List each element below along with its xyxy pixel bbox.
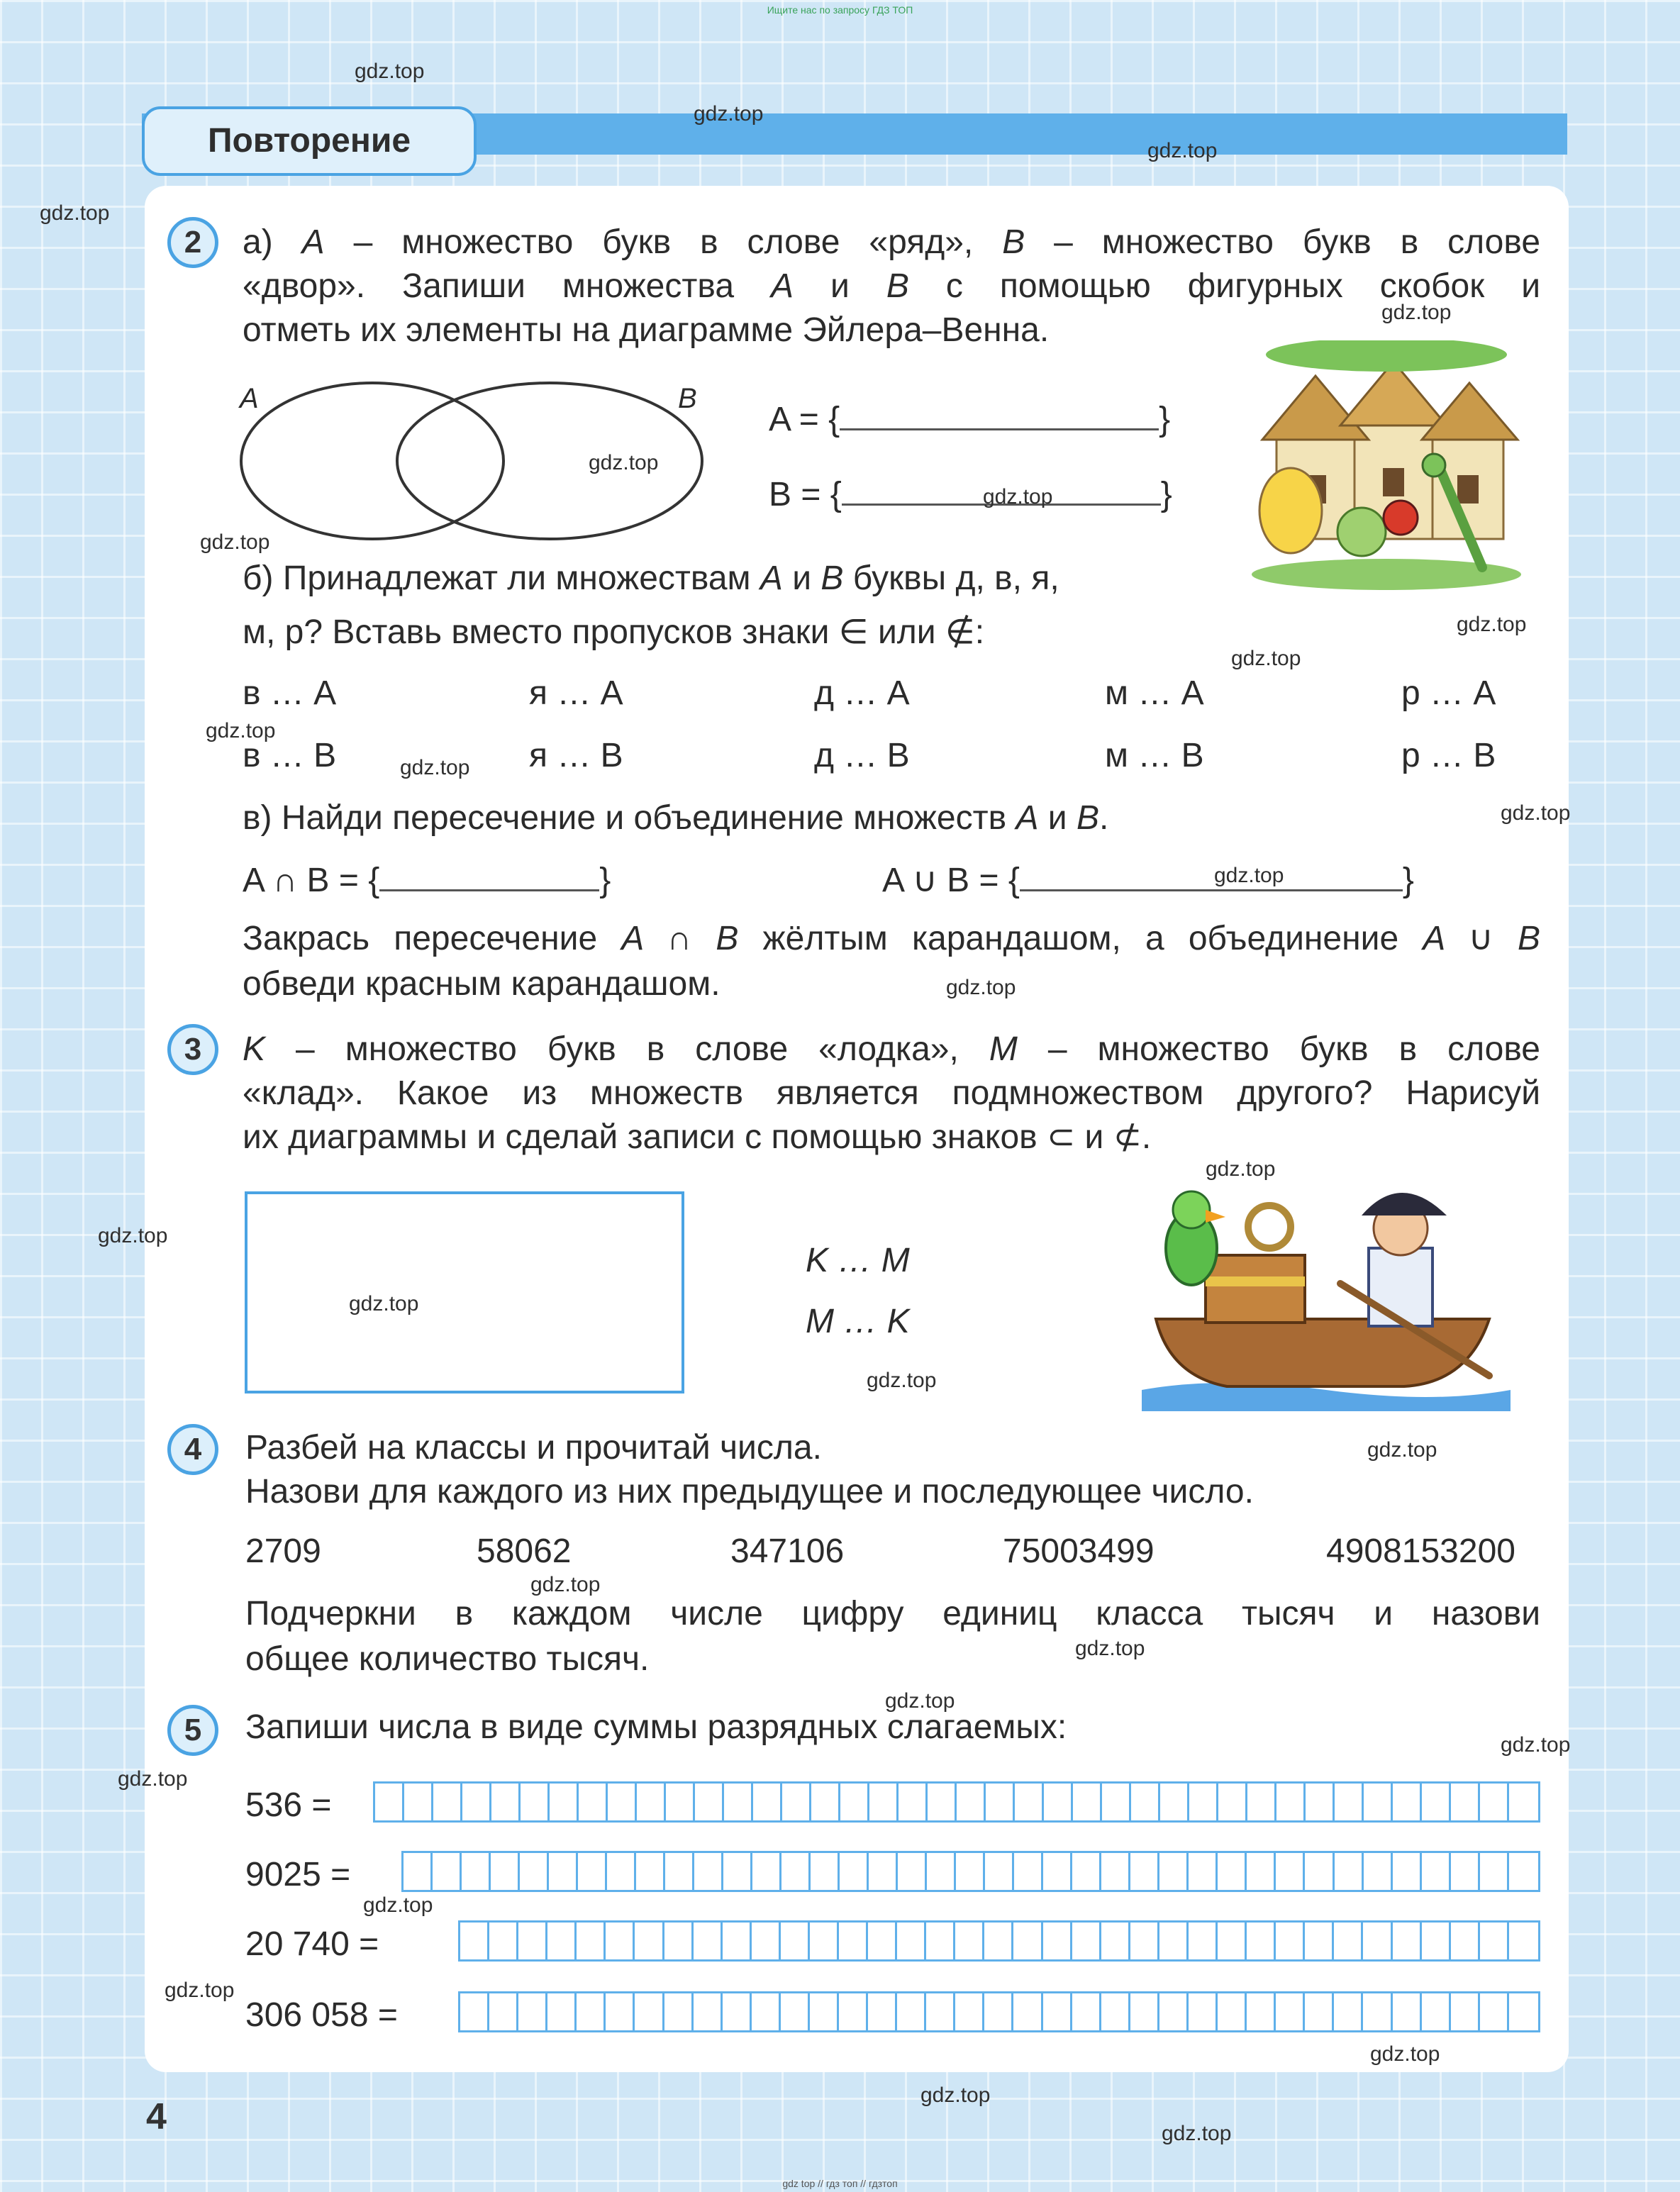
venn-label-a: A [240, 383, 259, 414]
grid-cell[interactable] [1130, 1993, 1159, 2030]
watermark: gdz.top [1206, 1157, 1276, 1181]
grid-cell[interactable] [694, 1853, 723, 1890]
grid-cell[interactable] [1072, 1993, 1101, 2030]
grid-cell[interactable] [840, 1853, 869, 1890]
grid-cell[interactable] [1480, 1993, 1509, 2030]
number-347106: 347106 [730, 1532, 845, 1570]
task-2b-line-1: б) Принадлежат ли множествам A и B буквы д, в, я, [243, 560, 1059, 597]
grid-cell[interactable] [579, 1784, 608, 1820]
watermark: gdz.top [363, 1893, 433, 1917]
grid-cell[interactable] [577, 1923, 606, 1959]
grid-cell[interactable] [1422, 1993, 1451, 2030]
grid-cell[interactable] [1013, 1993, 1042, 2030]
watermark: gdz.top [1367, 1438, 1437, 1462]
grid-cell[interactable] [1013, 1923, 1042, 1959]
grid-cell[interactable] [635, 1923, 664, 1959]
grid-cell[interactable] [956, 1853, 985, 1890]
grid-cell[interactable] [752, 1993, 781, 2030]
watermark: gdz.top [589, 451, 659, 474]
grid-cell[interactable] [1159, 1853, 1189, 1890]
watermark: gdz.top [355, 60, 425, 83]
diagram-drawing-area[interactable] [245, 1191, 684, 1393]
grid-cell[interactable] [955, 1993, 984, 2030]
watermark: gdz.top [1231, 647, 1301, 670]
grid-cell[interactable] [404, 1853, 433, 1890]
watermark: gdz.top [1162, 2122, 1232, 2145]
grid-cell[interactable] [489, 1993, 518, 2030]
boat-pirate-illustration [1135, 1177, 1518, 1411]
watermark: gdz.top [400, 756, 470, 779]
watermark: gdz.top [1457, 613, 1527, 636]
grid-cell[interactable] [781, 1853, 811, 1890]
grid-cell[interactable] [607, 1853, 636, 1890]
watermark: gdz.top [946, 976, 1016, 999]
grid-cell[interactable] [1159, 1923, 1189, 1959]
venn-label-b: B [678, 383, 697, 414]
set-a-answer[interactable]: A = { } [769, 401, 1171, 438]
grid-cell[interactable] [1363, 1993, 1392, 2030]
task-5-line-1: Запиши числа в виде суммы разрядных слагаемых: [245, 1708, 1067, 1746]
grid-cell[interactable] [375, 1784, 404, 1820]
grid-cell[interactable] [1159, 1993, 1189, 2030]
grid-cell[interactable] [723, 1993, 752, 2030]
grid-cell[interactable] [811, 1853, 840, 1890]
grid-cell[interactable] [1072, 1853, 1101, 1890]
subset-relation-km[interactable]: K … M [806, 1242, 910, 1279]
grid-cell[interactable] [1101, 1923, 1130, 1959]
task-3-number: 3 [167, 1024, 218, 1075]
task-4-line-4: общее количество тысяч. [245, 1640, 650, 1678]
grid-cell[interactable] [723, 1853, 752, 1890]
watermark: gdz.top [1501, 1733, 1571, 1757]
membership-b-m[interactable]: м … B [1105, 737, 1204, 774]
grid-cell[interactable] [1276, 1923, 1305, 1959]
watermark: gdz.top [983, 485, 1053, 508]
watermark: gdz.top [1381, 301, 1452, 324]
grid-cell[interactable] [606, 1923, 635, 1959]
grid-cell[interactable] [1422, 1923, 1451, 1959]
watermark: gdz.top [98, 1224, 168, 1247]
membership-b-v[interactable]: в … B [243, 737, 337, 774]
grid-cell[interactable] [1247, 1853, 1276, 1890]
grid-cell[interactable] [635, 1993, 664, 2030]
decomposition-label-536: 536 = [245, 1786, 332, 1824]
grid-cell[interactable] [1306, 1784, 1335, 1820]
decomposition-label-9025: 9025 = [245, 1856, 351, 1893]
grid-cell[interactable] [433, 1853, 462, 1890]
set-b-answer[interactable]: B = { } [769, 476, 1172, 513]
grid-cell[interactable] [985, 1853, 1014, 1890]
grid-cell[interactable] [723, 1923, 752, 1959]
grid-cell[interactable] [665, 1853, 694, 1890]
watermark: gdz.top [530, 1573, 601, 1596]
grid-cell[interactable] [811, 1784, 840, 1820]
grid-cell[interactable] [520, 1853, 549, 1890]
answer-grid-20740[interactable] [458, 1920, 1540, 1962]
watermark: gdz.top [1214, 864, 1284, 887]
grid-cell[interactable] [1305, 1853, 1334, 1890]
grid-cell[interactable] [1101, 1853, 1130, 1890]
grid-cell[interactable] [1043, 1923, 1072, 1959]
watermark: gdz.top [349, 1292, 419, 1315]
task-2c-line: в) Найди пересечение и объединение множеств A и B. [243, 799, 1109, 837]
grid-cell[interactable] [550, 1784, 579, 1820]
grid-cell[interactable] [928, 1784, 957, 1820]
membership-a-r[interactable]: р … A [1401, 674, 1496, 712]
membership-a-ya[interactable]: я … A [529, 674, 623, 712]
task-4-number: 4 [167, 1424, 218, 1475]
grid-cell[interactable] [926, 1993, 955, 2030]
grid-cell[interactable] [984, 1923, 1013, 1959]
task-2a-line-1: а) A – множество букв в слове «ряд», B – множество букв в слове [243, 223, 1541, 261]
grid-cell[interactable] [606, 1993, 635, 2030]
grid-cell[interactable] [433, 1784, 462, 1820]
bottom-note: gdz top // гдз топ // гдзтоп [782, 2178, 898, 2189]
watermark: gdz.top [867, 1369, 937, 1392]
membership-b-r[interactable]: р … B [1401, 737, 1496, 774]
watermark: gdz.top [40, 201, 110, 225]
grid-cell[interactable] [1218, 1993, 1247, 2030]
grid-cell[interactable] [664, 1923, 694, 1959]
grid-cell[interactable] [1480, 1923, 1509, 1959]
grid-cell[interactable] [724, 1784, 753, 1820]
grid-cell[interactable] [752, 1853, 781, 1890]
number-58062: 58062 [477, 1532, 572, 1570]
grid-cell[interactable] [986, 1784, 1015, 1820]
grid-cell[interactable] [547, 1993, 577, 2030]
grid-cell[interactable] [404, 1784, 433, 1820]
grid-cell[interactable] [1218, 1784, 1247, 1820]
task-2a-line-3: отметь их элементы на диаграмме Эйлера–Венна. [243, 311, 1050, 349]
grid-cell[interactable] [1218, 1853, 1247, 1890]
venn-set-a [241, 383, 504, 539]
grid-cell[interactable] [1393, 1923, 1422, 1959]
watermark: gdz.top [1370, 2042, 1440, 2066]
task-5-number: 5 [167, 1705, 218, 1756]
grid-cell[interactable] [637, 1784, 666, 1820]
grid-cell[interactable] [926, 1923, 955, 1959]
task-3-line-3: их диаграммы и сделай записи с помощью знаков ⊂ и ⊄. [243, 1118, 1152, 1156]
grid-cell[interactable] [810, 1923, 839, 1959]
number-75003499: 75003499 [1003, 1532, 1155, 1570]
grid-cell[interactable] [1393, 1784, 1422, 1820]
grid-cell[interactable] [1160, 1784, 1189, 1820]
decomposition-label-306058: 306 058 = [245, 1996, 398, 2034]
answer-grid-306058[interactable] [458, 1991, 1540, 2032]
grid-cell[interactable] [547, 1923, 577, 1959]
watermark: gdz.top [165, 1979, 235, 2002]
grid-cell[interactable] [1364, 1853, 1393, 1890]
grid-cell[interactable] [636, 1853, 665, 1890]
subset-relation-mk[interactable]: M … K [806, 1303, 910, 1340]
grid-cell[interactable] [666, 1784, 695, 1820]
grid-cell[interactable] [1276, 1853, 1305, 1890]
grid-cell[interactable] [608, 1784, 637, 1820]
grid-cell[interactable] [782, 1784, 811, 1820]
union-answer[interactable]: A ∪ B = { } [882, 862, 1414, 899]
grid-cell[interactable] [1334, 1993, 1363, 2030]
grid-cell[interactable] [1480, 1853, 1509, 1890]
number-4908153200: 4908153200 [1326, 1532, 1515, 1570]
membership-a-v[interactable]: в … A [243, 674, 337, 712]
grid-cell[interactable] [753, 1784, 782, 1820]
grid-cell[interactable] [1072, 1923, 1101, 1959]
grid-cell[interactable] [694, 1993, 723, 2030]
grid-cell[interactable] [694, 1923, 723, 1959]
grid-cell[interactable] [1335, 1784, 1364, 1820]
grid-cell[interactable] [1334, 1923, 1363, 1959]
grid-cell[interactable] [1189, 1784, 1218, 1820]
grid-cell[interactable] [460, 1993, 489, 2030]
header-stripes [1508, 119, 1567, 150]
color-instruction-line-1: Закрась пересечение A ∩ B жёлтым карандашом, а объединение A ∪ B [243, 920, 1540, 957]
grid-cell[interactable] [1189, 1993, 1218, 2030]
grid-cell[interactable] [1276, 1993, 1305, 2030]
grid-cell[interactable] [489, 1923, 518, 1959]
answer-grid-9025[interactable] [401, 1851, 1540, 1892]
watermark: gdz.top [1075, 1637, 1145, 1660]
grid-cell[interactable] [1247, 1784, 1276, 1820]
page-number: 4 [146, 2096, 167, 2137]
grid-cell[interactable] [518, 1923, 547, 1959]
grid-cell[interactable] [810, 1993, 839, 2030]
huts-insects-illustration [1248, 340, 1525, 596]
grid-cell[interactable] [839, 1923, 868, 1959]
section-title: Повторение [142, 106, 477, 176]
grid-cell[interactable] [899, 1784, 928, 1820]
grid-cell[interactable] [1422, 1784, 1451, 1820]
color-instruction-line-2: обведи красным карандашом. [243, 965, 721, 1003]
membership-b-d[interactable]: д … B [814, 737, 910, 774]
grid-cell[interactable] [1509, 1993, 1538, 2030]
task-4-line-3: Подчеркни в каждом числе цифру единиц класса тысяч и назови [245, 1595, 1540, 1632]
grid-cell[interactable] [1131, 1784, 1160, 1820]
grid-cell[interactable] [781, 1993, 810, 2030]
grid-cell[interactable] [491, 1784, 521, 1820]
grid-cell[interactable] [1247, 1923, 1276, 1959]
watermark: gdz.top [885, 1689, 955, 1713]
watermark: gdz.top [920, 2083, 991, 2107]
task-3-line-1: K – множество букв в слове «лодка», M – множество букв в слове [243, 1030, 1540, 1068]
membership-a-d[interactable]: д … A [814, 674, 910, 712]
grid-cell[interactable] [1043, 1853, 1072, 1890]
grid-cell[interactable] [577, 1993, 606, 2030]
grid-cell[interactable] [752, 1923, 781, 1959]
grid-cell[interactable] [927, 1853, 956, 1890]
grid-cell[interactable] [1276, 1784, 1306, 1820]
grid-cell[interactable] [869, 1784, 899, 1820]
grid-cell[interactable] [491, 1853, 520, 1890]
watermark: gdz.top [1147, 139, 1218, 162]
grid-cell[interactable] [1073, 1784, 1102, 1820]
grid-cell[interactable] [521, 1784, 550, 1820]
task-4-line-2: Назови для каждого из них предыдущее и последующее число. [245, 1473, 1254, 1511]
grid-cell[interactable] [1014, 1853, 1043, 1890]
grid-cell[interactable] [1305, 1923, 1334, 1959]
grid-cell[interactable] [955, 1923, 984, 1959]
task-2b-line-2: м, р? Вставь вместо пропусков знаки ∈ или ∉: [243, 613, 985, 651]
grid-cell[interactable] [1335, 1853, 1364, 1890]
grid-cell[interactable] [984, 1993, 1013, 2030]
task-3-line-2: «клад». Какое из множеств является подмножеством другого? Нарисуй [243, 1074, 1540, 1112]
grid-cell[interactable] [1509, 1853, 1538, 1890]
grid-cell[interactable] [1101, 1993, 1130, 2030]
top-note: Ищите нас по запросу ГДЗ ТОП [767, 4, 913, 16]
grid-cell[interactable] [1451, 1784, 1480, 1820]
grid-cell[interactable] [839, 1993, 868, 2030]
grid-cell[interactable] [578, 1853, 607, 1890]
grid-cell[interactable] [897, 1993, 926, 2030]
membership-a-m[interactable]: м … A [1105, 674, 1204, 712]
grid-cell[interactable] [695, 1784, 724, 1820]
grid-cell[interactable] [1015, 1784, 1044, 1820]
grid-cell[interactable] [1364, 1784, 1393, 1820]
grid-cell[interactable] [1305, 1993, 1334, 2030]
watermark: gdz.top [118, 1767, 188, 1791]
grid-cell[interactable] [1218, 1923, 1247, 1959]
grid-cell[interactable] [1451, 1853, 1480, 1890]
grid-cell[interactable] [1509, 1784, 1538, 1820]
grid-cell[interactable] [781, 1923, 810, 1959]
grid-cell[interactable] [460, 1923, 489, 1959]
watermark: gdz.top [1501, 801, 1571, 825]
number-2709: 2709 [245, 1532, 321, 1570]
grid-cell[interactable] [957, 1784, 986, 1820]
answer-grid-536[interactable] [373, 1781, 1540, 1823]
grid-cell[interactable] [1363, 1923, 1392, 1959]
task-4-line-1: Разбей на классы и прочитай числа. [245, 1429, 822, 1467]
grid-cell[interactable] [1102, 1784, 1131, 1820]
grid-cell[interactable] [1043, 1993, 1072, 2030]
grid-cell[interactable] [1189, 1853, 1218, 1890]
grid-cell[interactable] [868, 1993, 897, 2030]
grid-cell[interactable] [1393, 1993, 1422, 2030]
grid-cell[interactable] [1189, 1923, 1218, 1959]
watermark: gdz.top [694, 102, 764, 126]
grid-cell[interactable] [518, 1993, 547, 2030]
grid-cell[interactable] [1393, 1853, 1422, 1890]
decomposition-label-20740: 20 740 = [245, 1925, 379, 1963]
watermark: gdz.top [206, 719, 276, 742]
grid-cell[interactable] [1509, 1923, 1538, 1959]
grid-cell[interactable] [1130, 1923, 1159, 1959]
grid-cell[interactable] [1480, 1784, 1509, 1820]
task-2-number: 2 [167, 217, 218, 268]
grid-cell[interactable] [1044, 1784, 1073, 1820]
grid-cell[interactable] [462, 1784, 491, 1820]
grid-cell[interactable] [897, 1923, 926, 1959]
grid-cell[interactable] [868, 1923, 897, 1959]
membership-b-ya[interactable]: я … B [529, 737, 623, 774]
intersection-answer[interactable]: A ∩ B = { } [243, 862, 611, 899]
grid-cell[interactable] [840, 1784, 869, 1820]
task-2a-line-2: «двор». Запиши множества A и B с помощью фигурных скобок и [243, 267, 1541, 305]
grid-cell[interactable] [1247, 1993, 1276, 2030]
grid-cell[interactable] [462, 1853, 491, 1890]
grid-cell[interactable] [898, 1853, 927, 1890]
grid-cell[interactable] [869, 1853, 898, 1890]
grid-cell[interactable] [664, 1993, 694, 2030]
grid-cell[interactable] [549, 1853, 578, 1890]
grid-cell[interactable] [1451, 1993, 1480, 2030]
grid-cell[interactable] [1422, 1853, 1451, 1890]
watermark: gdz.top [200, 530, 270, 554]
grid-cell[interactable] [1451, 1923, 1480, 1959]
grid-cell[interactable] [1130, 1853, 1159, 1890]
